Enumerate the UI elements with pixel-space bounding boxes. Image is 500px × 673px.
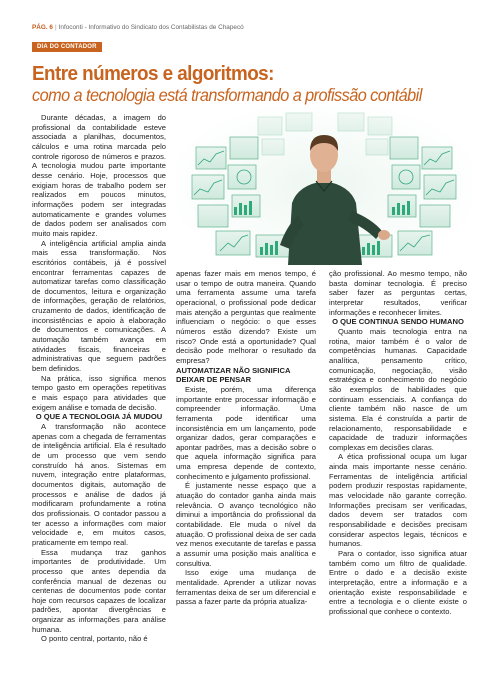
paragraph: Durante décadas, a imagem do profissional da contabilidade esteve associada a planilhas, documentos, cálculos e uma rotina marcada pelo controle rigoroso de números e prazos. A tecnologia mudou parte importante desse cenário. Hoje, processos que exigiam horas de trabalho podem ser realizados em poucos minutos, informações podem ser integradas automaticamente e grandes volumes de dados podem ser analisados com muito mais rapidez. [32, 113, 166, 238]
paragraph: apenas fazer mais em menos tempo, é usar o tempo de outra maneira. Quando uma ferramenta assume uma tarefa operacional, o profissional pode dedicar mais atenção a perguntas que realmente influenciam o negócio: o que esses números estão dizendo? Existe um risco? Onde está a oportunidade? Qual decisão pode melhorar o resultado da empresa? [176, 269, 316, 365]
paragraph: Quanto mais tecnologia entra na rotina, maior também é o valor de competências humanas. Capacidade analítica, pensamento crítico, comunicação, negociação, visão estratégica e conhecimento do negócio são exemplos de habilidades que continuam essenciais. A confiança do cliente também não nasce de um sistema. Ela é construída a partir de relacionamento, responsabilidade e capacidade de traduzir informações complexas em decisões claras. [329, 326, 467, 452]
paragraph: A transformação não acontece apenas com a chegada de ferramentas de inteligência artificial. Ela é resultado de um processo que vem sendo construído há anos. Sistemas em nuvem, integração entre plataformas, documentos digitais, automação de processos e análise de dados já modificaram profundamente a rotina dos profissionais. O contador passou a ter acesso a informações com maior velocidade e, em muitos casos, praticamente em tempo real. [32, 422, 166, 547]
column-1 [32, 113, 166, 644]
article-subtitle: como a tecnologia está transformando a profissão contábil [32, 85, 422, 105]
paragraph: Existe, porém, uma diferença importante entre processar informação e compreender informação. Uma ferramenta pode identificar uma inconsistência em um lançamento, pode organizar dados, gerar comparações e apontar padrões, mas a decisão sobre o que aquela informação significa para uma empresa depende de contexto, conhecimento e julgamento profissional. [176, 384, 316, 481]
hologram-illustration [176, 107, 472, 265]
paragraph: A inteligência artificial amplia ainda mais essa transformação. Nos escritórios contábeis, já é possível encontrar ferramentas capazes de automatizar tarefas como classificação de documentos, leitura e organização de informações, geração de relatórios, cruzamento de dados, identificação de inconsistências e apoio à elaboração de documentos e comunicações. A automação também avança em atividades fiscais, financeiras e administrativas que seguem padrões bem definidos. [32, 238, 166, 374]
section-tag: DIA DO CONTADOR [32, 42, 102, 52]
section-heading: AUTOMATIZAR NÃO SIGNIFICA DEIXAR DE PENSAR [176, 365, 291, 385]
paragraph: Para o contador, isso significa atuar também como um filtro de qualidade. Entre o dado e a decisão existe interpretação, entre a informação e a orientação existe responsabilidade e entre a tecnologia e o cliente existe o profissional que conhece o contexto. [329, 549, 467, 616]
section-heading: O QUE CONTINUA SENDO HUMANO [332, 317, 464, 327]
page-header [32, 24, 244, 31]
paragraph: Essa mudança traz ganhos importantes de produtividade. Um processo que antes dependia da conferência manual de dezenas ou centenas de documentos pode contar hoje com recursos capazes de localizar padrões, apontar divergências e organizar as informações para análise humana. [32, 547, 166, 634]
hero-illustration [176, 107, 472, 265]
paragraph: É justamente nesse espaço que a atuação do contador ganha ainda mais relevância. O avanço tecnológico não diminui a importância do profissional da contabilidade. Ele muda o nível da atuação. O profissional deixa de ser cada vez menos executante de tarefas e passa a assumir uma posição mais analítica e consultiva. [176, 481, 316, 568]
paragraph: Na prática, isso significa menos tempo gasto em operações repetitivas e mais espaço para atividades que exigem análise e tomada de decisão. [32, 373, 166, 412]
section-heading: O QUE A TECNOLOGIA JÁ MUDOU [35, 412, 163, 422]
page-number: PÁG. 6 [32, 24, 53, 31]
paragraph: O ponto central, portanto, não é [41, 634, 148, 644]
column-2 [176, 269, 316, 607]
paragraph: Isso exige uma mudança de mentalidade. Aprender a utilizar novas ferramentas deixa de ser um diferencial e passa a fazer parte da própria atualiza- [176, 568, 316, 607]
paragraph: A ética profissional ocupa um lugar ainda mais importante nesse cenário. Ferramentas de inteligência artificial podem produzir respostas rapidamente, mas velocidade não garante correção. Informações precisam ser verificadas, dados devem ser tratados com responsabilidade e decisões precisam considerar aspectos legais, técnicos e humanos. [329, 452, 467, 549]
article-title: Entre números e algoritmos: [32, 62, 274, 85]
paragraph: ção profissional. Ao mesmo tempo, não basta dominar tecnologia. É preciso saber fazer as perguntas certas, interpretar resultados, verificar informações e reconhecer limites. [329, 269, 467, 317]
header-separator: | [54, 24, 57, 31]
publication-name: Infoconti - Informativo do Sindicato dos Contabilistas de Chapecó [58, 24, 244, 31]
column-3 [329, 269, 467, 617]
